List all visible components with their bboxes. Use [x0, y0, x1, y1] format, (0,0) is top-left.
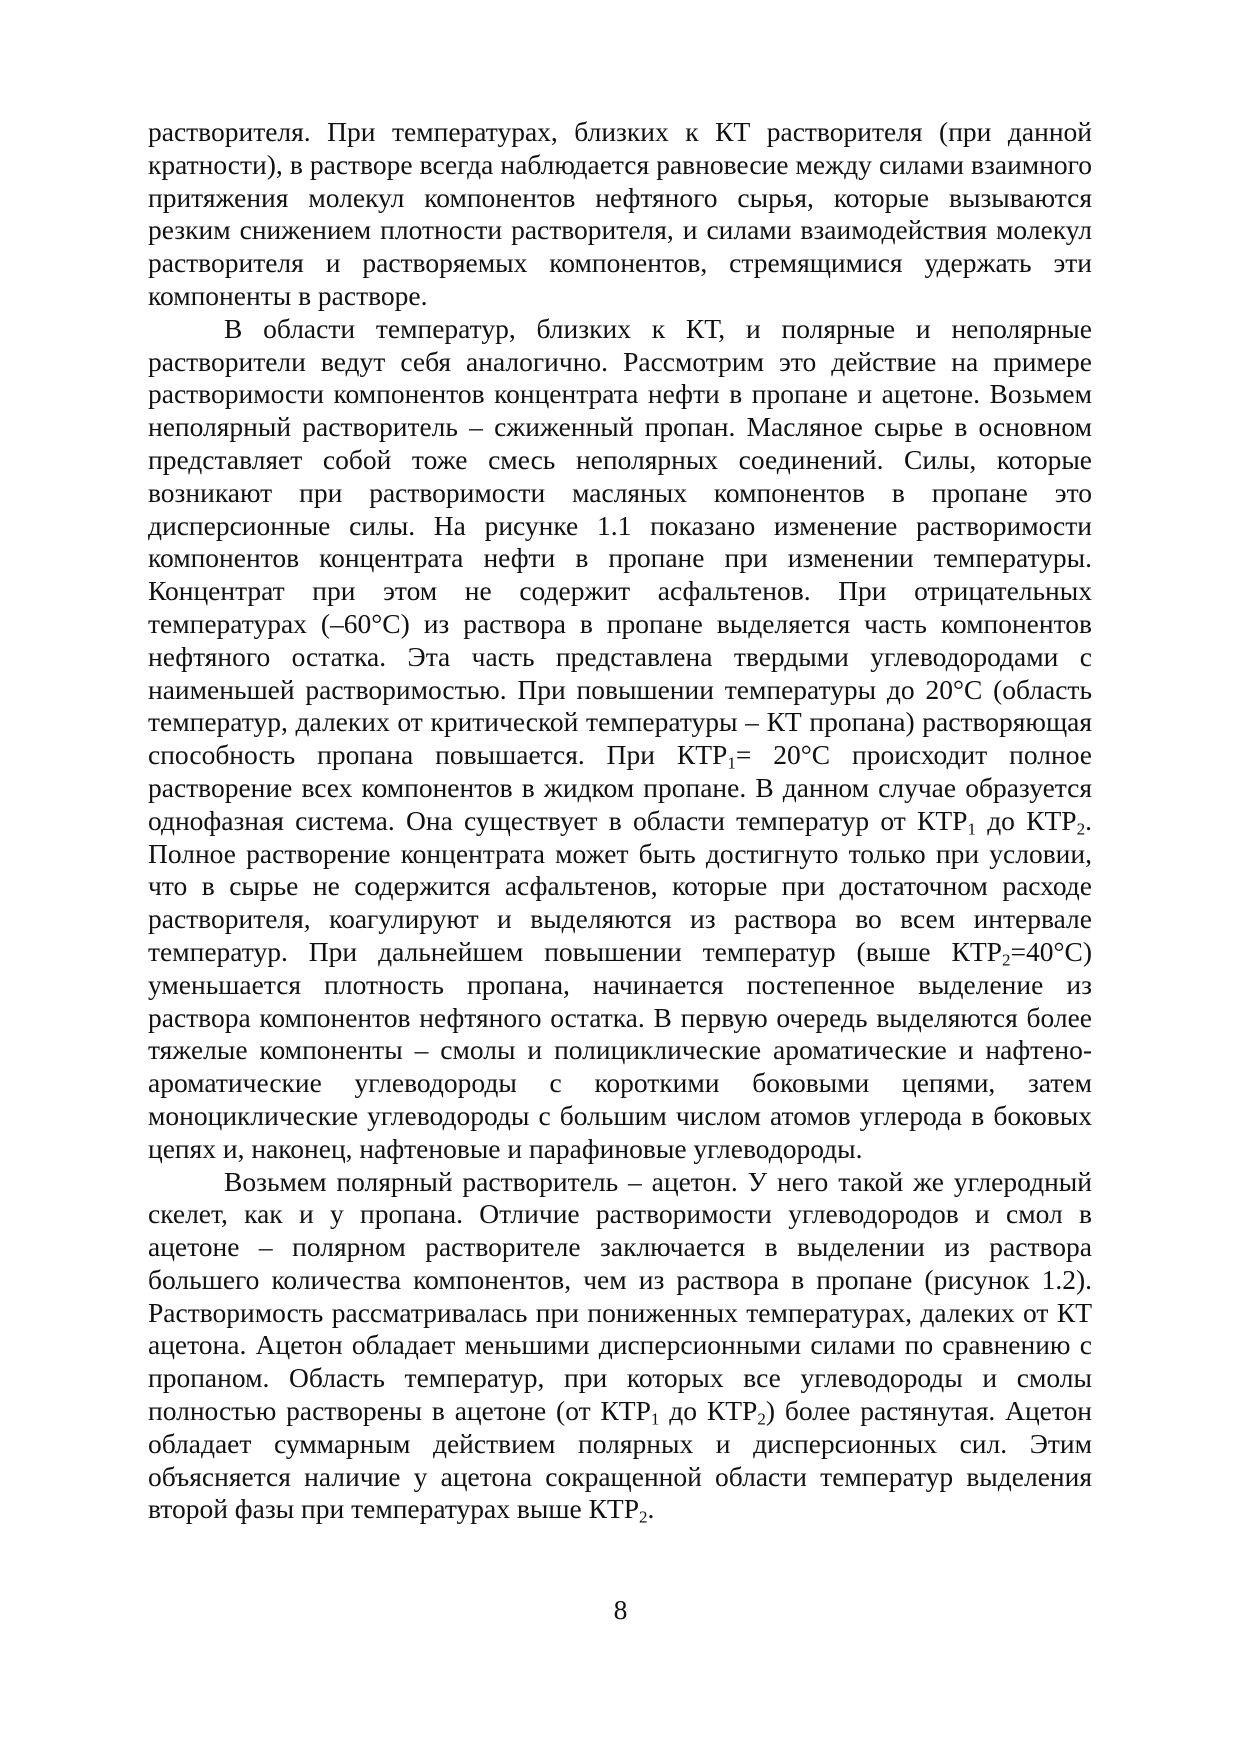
text-run: до КТР: [975, 804, 1077, 836]
text-run: =40°C) уменьшается плотность пропана, начинается постепенное выделение из раствора компонентов нефтяного остатка. В первую очередь выделяются более тяжелые компоненты – смолы и полициклические ароматические и нафтено-ароматические углеводороды с короткими боковыми цепями, затем моноциклические углеводороды с большим числом атомов углерода в боковых цепях и, наконец, нафтеновые и парафиновые углеводороды.: [148, 935, 1092, 1164]
subscript: 1: [650, 1409, 660, 1429]
text-run: до КТР: [659, 1395, 758, 1427]
subscript: 2: [757, 1409, 766, 1429]
text-run: ) более растянутая. Ацетон обладает суммарным действием полярных и дисперсионных сил. Этим объясняется наличие у ацетона сокращенной области температур выделения второй фазы при температурах выше КТР: [148, 1395, 1093, 1525]
subscript: 2: [639, 1507, 648, 1527]
text-run: Возьмем полярный растворитель – ацетон. У него такой же углеродный скелет, как и у пропана. Отличие растворимости углеводородов и смол в ацетоне – полярном растворителе заключается в выделении из раствора большего количества компонентов, чем из раствора в пропане (рисунок 1.2). Растворимость рассматривалась при пониженных температурах, далеких от КТ ацетона. Ацетон обладает меньшими дисперсионными силами по сравнению с пропаном. Область температур, при которых все углеводороды и смолы полностью растворены в ацетоне (от КТР: [148, 1165, 1092, 1427]
paragraph-acetone-solubility: [148, 1166, 1092, 1527]
page-number: 8: [613, 1594, 628, 1625]
body-text: [148, 116, 1092, 1526]
text-run: В области температур, близких к КТ, и полярные и неполярные растворители ведут себя аналогично. Рассмотрим это действие на примере растворимости компонентов концентрата нефти в пропане и ацетоне. Возьмем неполярный растворитель – сжиженный пропан. Масляное сырье в основном представляет собой тоже смесь неполярных соединений. Силы, которые возникают при растворимости масляных компонентов в пропане это дисперсионные силы. На рисунке 1.1 показано изменение растворимости компонентов концентрата нефти в пропане при изменении температуры. Концентрат при этом не содержит асфальтенов. При отрицательных температурах (–60°C) из раствора в пропане выделяется часть компонентов нефтяного остатка. Эта часть представлена твердыми углеводородами с наименьшей растворимостью. При повышении температуры до 20°C (область температур, далеких от критической температуры – КТ пропана) растворяющая способность пропана повышается. При КТР: [148, 312, 1092, 771]
text-run: . Полное растворение концентрата может быть достигнуто только при условии, что в сырье не содержится асфальтенов, которые при достаточном расходе растворителя, коагулируют и выделяются из раствора во всем интервале температур. При дальнейшем повышении температур (выше КТР: [148, 804, 1092, 967]
paragraph-propane-solubility: [148, 313, 1092, 1166]
text-run: .: [647, 1493, 655, 1525]
subscript: 2: [1001, 950, 1011, 970]
subscript: 1: [967, 818, 976, 838]
text-run: = 20°C происходит полное растворение всех компонентов в жидком пропане. В данном случае образуется однофазная система. Она существует в области температур от КТР: [148, 739, 1092, 836]
paragraph-continuation: [148, 116, 1092, 313]
subscript: 1: [727, 753, 736, 773]
subscript: 2: [1076, 818, 1086, 838]
paragraph-text: растворителя. При температурах, близких к КТ растворителя (при данной кратности), в растворе всегда наблюдается равновесие между силами взаимного притяжения молекул компонентов нефтяного сырья, которые вызываются резким снижением плотности растворителя, и силами взаимодействия молекул растворителя и растворяемых компонентов, стремящимися удержать эти компоненты в растворе.: [148, 116, 1092, 311]
